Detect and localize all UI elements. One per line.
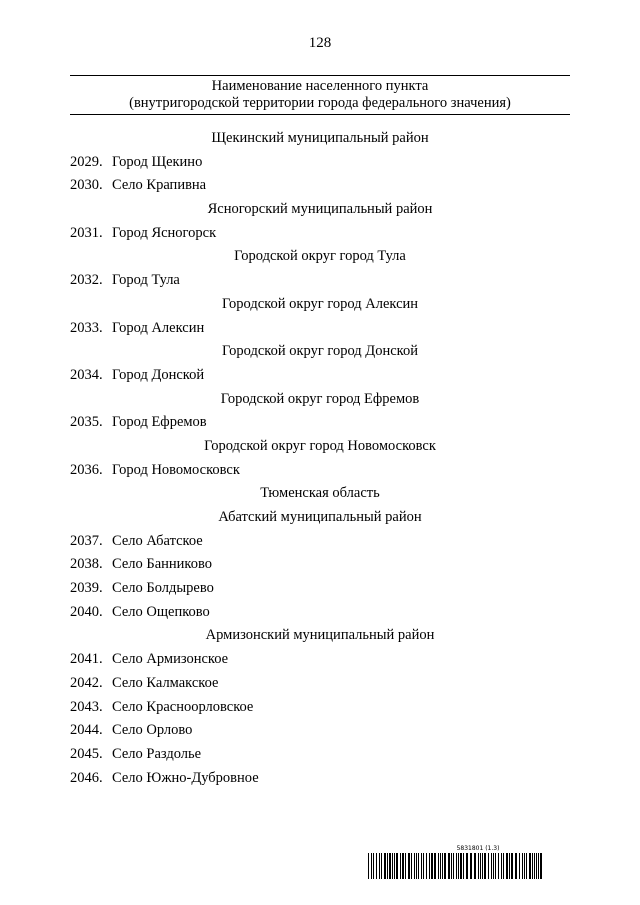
barcode-bar (482, 853, 483, 879)
item-number: 2046. (70, 769, 103, 786)
barcode-bar (392, 853, 393, 879)
barcode-bar (389, 853, 391, 879)
item-number: 2039. (70, 580, 103, 597)
barcode-bar (506, 853, 508, 879)
barcode-bar (511, 853, 513, 879)
list-item (70, 364, 570, 388)
barcode-bar (402, 853, 404, 879)
page-number: 128 (308, 35, 332, 51)
section-heading: Армизонский муниципальный район (205, 627, 435, 644)
barcode-bar (463, 853, 464, 879)
barcode-bar (448, 853, 450, 879)
barcode-bar (460, 853, 462, 879)
list-item (70, 269, 570, 293)
item-number: 2036. (70, 461, 103, 478)
item-number: 2045. (70, 745, 103, 762)
list-item (70, 577, 570, 601)
barcode-bar (381, 853, 382, 879)
barcode-bar (405, 853, 406, 879)
section-heading: Городской округ город Алексин (221, 295, 419, 312)
item-number: 2029. (70, 153, 103, 170)
item-number: 2034. (70, 366, 103, 383)
barcode-bar (480, 853, 481, 879)
barcode-bar (501, 853, 502, 879)
list-item (70, 743, 570, 767)
barcode-bar (379, 853, 380, 879)
barcode-bar (418, 853, 419, 879)
list-item (70, 174, 570, 198)
settlement-name: Село Армизонское (112, 651, 229, 668)
list-item (70, 222, 570, 246)
barcode-bar (466, 853, 468, 879)
section-heading: Городской округ город Новомосковск (204, 437, 436, 454)
barcode-bar (529, 853, 531, 879)
barcode-icon (368, 853, 588, 879)
barcode-bar (431, 853, 433, 879)
settlement-name: Село Красноорловское (112, 698, 254, 715)
barcode-bar (384, 853, 386, 879)
barcode-bar (495, 853, 496, 879)
barcode-bar (478, 853, 479, 879)
list-item (70, 672, 570, 696)
table-column-header (70, 78, 570, 112)
list-item (70, 696, 570, 720)
barcode-bar (453, 853, 454, 879)
barcode-bar (371, 853, 372, 879)
barcode-bar (484, 853, 486, 879)
header-top-rule (70, 75, 570, 76)
barcode-bar (394, 853, 395, 879)
list-item (70, 719, 570, 743)
barcode-bar (532, 853, 533, 879)
settlement-name: Село Крапивна (112, 177, 207, 194)
list-item (70, 530, 570, 554)
item-number: 2043. (70, 698, 103, 715)
barcode-bar (524, 853, 525, 879)
barcode-bar (470, 853, 472, 879)
barcode-bar (534, 853, 535, 879)
item-number: 2030. (70, 177, 103, 194)
list-item (70, 767, 570, 791)
settlement-name: Село Раздолье (112, 745, 202, 762)
column-header-line-2: (внутригородской территории города федерального значения) (129, 95, 511, 111)
item-number: 2044. (70, 722, 103, 739)
settlement-name: Село Ощепково (112, 603, 210, 620)
barcode-bar (526, 853, 527, 879)
item-number: 2031. (70, 224, 103, 241)
barcode-bar (400, 853, 401, 879)
settlement-name: Город Ясногорск (112, 224, 217, 241)
barcode-bar (423, 853, 424, 879)
list-item (70, 411, 570, 435)
barcode-bar (368, 853, 369, 879)
section-heading: Городской округ город Ефремов (220, 390, 420, 407)
barcode-bar (414, 853, 415, 879)
barcode-bar (426, 853, 427, 879)
item-number: 2035. (70, 414, 103, 431)
list-item (70, 459, 570, 483)
item-number: 2042. (70, 674, 103, 691)
barcode-bar (408, 853, 410, 879)
barcode-bar (540, 853, 542, 879)
barcode-bar (491, 853, 492, 879)
list-item (70, 601, 570, 625)
settlement-name: Село Болдырево (112, 580, 214, 597)
settlement-name: Город Донской (112, 366, 205, 383)
column-header-line-1: Наименование населенного пункта (211, 78, 429, 94)
header-bottom-rule (70, 114, 570, 115)
barcode-bar (376, 853, 377, 879)
barcode-bar (416, 853, 417, 879)
barcode-bar (515, 853, 517, 879)
barcode-bar (451, 853, 452, 879)
settlement-name: Город Новомосковск (112, 461, 240, 478)
section-heading: Городской округ город Донской (222, 343, 418, 360)
barcode-bar (442, 853, 443, 879)
barcode-code: 5831801 (1.3) (456, 845, 500, 852)
barcode-bar (498, 853, 499, 879)
settlement-name: Город Тула (112, 272, 180, 289)
barcode-bar (396, 853, 398, 879)
settlement-name: Село Банниково (112, 556, 212, 573)
barcode-bar (438, 853, 439, 879)
barcode-bar (440, 853, 441, 879)
settlement-name: Село Южно-Дубровное (112, 769, 259, 786)
item-number: 2038. (70, 556, 103, 573)
item-number: 2040. (70, 603, 103, 620)
section-heading: Щекинский муниципальный район (211, 130, 429, 146)
list-item (70, 648, 570, 672)
list-item (70, 553, 570, 577)
document-barcode (368, 845, 588, 879)
barcode-bar (536, 853, 537, 879)
settlement-name: Город Щекино (112, 153, 203, 170)
barcode-bar (503, 853, 504, 879)
barcode-bar (434, 853, 436, 879)
settlement-name: Село Калмакское (112, 674, 219, 691)
settlement-list (70, 127, 570, 790)
barcode-bar (538, 853, 539, 879)
barcode-bar (493, 853, 494, 879)
barcode-bar (387, 853, 388, 879)
barcode-bar (488, 853, 489, 879)
list-item (70, 151, 570, 175)
section-heading: Ясногорский муниципальный район (207, 201, 433, 218)
item-number: 2032. (70, 272, 103, 289)
barcode-bar (458, 853, 459, 879)
barcode-bar (509, 853, 510, 879)
settlement-name: Город Ефремов (112, 414, 207, 431)
barcode-bar (411, 853, 412, 879)
settlement-name: Село Орлово (112, 722, 193, 739)
settlement-name: Село Абатское (112, 532, 203, 549)
section-heading: Городской округ город Тула (234, 248, 406, 265)
section-heading: Абатский муниципальный район (218, 509, 422, 525)
barcode-bar (373, 853, 374, 879)
barcode-bar (519, 853, 520, 879)
barcode-bar (456, 853, 457, 879)
barcode-bar (474, 853, 476, 879)
settlement-name: Город Алексин (112, 319, 205, 336)
item-number: 2037. (70, 532, 103, 549)
list-item (70, 317, 570, 341)
barcode-bar (421, 853, 422, 879)
barcode-bar (522, 853, 523, 879)
item-number: 2033. (70, 319, 103, 336)
barcode-bar (429, 853, 430, 879)
item-number: 2041. (70, 651, 103, 668)
barcode-bar (444, 853, 446, 879)
section-heading: Тюменская область (260, 485, 380, 502)
